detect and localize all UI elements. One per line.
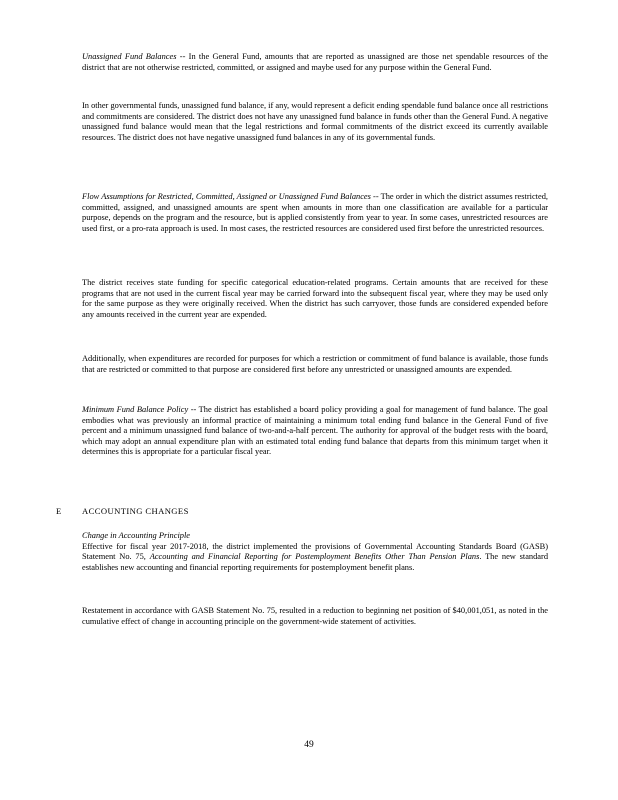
subsection-change-in-accounting-principle [82, 531, 548, 573]
paragraph-lead: Unassigned Fund Balances [82, 52, 177, 61]
paragraph-text: Additionally, when expenditures are recorded for purposes for which a restriction or commitment of fund balance is available, those funds that are restricted or committed to that purpose are considered first before any unrestricted or unassigned amounts are expended. [82, 354, 548, 374]
paragraph-other-governmental-funds [82, 101, 548, 143]
paragraph-text: The district receives state funding for specific categorical education-related programs. Certain amounts that are received for these programs that are not used in the current fiscal year may be carried forward into the subsequent fiscal year, where they may be used only for the same purpose as they were originally received. When the district has such carryover, those funds are considered expended before any amounts received in the current year are expended. [82, 278, 548, 319]
paragraph-unassigned-fund-balances [82, 52, 548, 73]
page-number: 49 [304, 740, 314, 750]
paragraph-minimum-fund-balance-policy [82, 405, 548, 458]
paragraph-text: -- The district has established a board policy providing a goal for management of fund balance. The goal embodies what was previously an informal practice of maintaining a minimum total ending fund balance in the General Fund of five percent and a minimum unassigned fund balance of two-and-a-half percent. The authority for approval of the budget rests with the board, which may adopt an annual expenditure plan with an estimated total ending fund balance that departs from this minimum target when it determines this is appropriate for a particular fiscal year. [82, 405, 548, 457]
subheading: Change in Accounting Principle [82, 531, 191, 540]
paragraph-restatement [82, 606, 548, 627]
section-title: ACCOUNTING CHANGES [82, 506, 189, 516]
paragraph-text: . The new standard establishes new accounting and financial reporting requirements for postemployment benefit plans. [82, 552, 549, 572]
statement-title: Accounting and Financial Reporting for Postemployment Benefits Other Than Pension Plans [149, 552, 480, 562]
paragraph-text: -- In the General Fund, amounts that are reported as unassigned are those net spendable resources of the district that are not otherwise restricted, committed, or assigned and maybe used for any purpose within the General Fund. [82, 52, 549, 72]
section-letter: E [56, 506, 62, 516]
paragraph-text: -- The order in which the district assumes restricted, committed, assigned, and unassigned amounts are spent when amounts in more than one classification are available for a particular purpose, depends on the program and the resource, but is applied consistently from year to year. In some cases, unrestricted resources are used first, or a pro-rata approach is used. In most cases, the restricted resources are considered used first before the unrestricted resources. [82, 192, 548, 233]
paragraph-text: Restatement in accordance with GASB Statement No. 75, resulted in a reduction to beginning net position of $40,001,051, as noted in the cumulative effect of change in accounting principle on the government-wide statement of activities. [82, 606, 548, 626]
paragraph-text: In other governmental funds, unassigned fund balance, if any, would represent a deficit ending spendable fund balance once all restrictions and commitments are considered. The district does not have any unassigned fund balance in funds other than the General Fund. A negative unassigned fund balance would mean that the legal restrictions and formal commitments of the district exceed its currently available resources. The district does not have negative unassigned fund balances in any of its governmental funds. [82, 101, 548, 142]
paragraph-additionally [82, 354, 548, 375]
paragraph-lead: Minimum Fund Balance Policy [82, 405, 189, 414]
paragraph-lead: Flow Assumptions for Restricted, Committed, Assigned or Unassigned Fund Balances [82, 192, 371, 201]
paragraph-flow-assumptions [82, 192, 548, 234]
paragraph-text: Effective for fiscal year 2017-2018, the district implemented the provisions of Governmental Accounting Standards Board (GASB) Statement No. 75, [82, 541, 548, 562]
paragraph-state-funding [82, 278, 548, 320]
